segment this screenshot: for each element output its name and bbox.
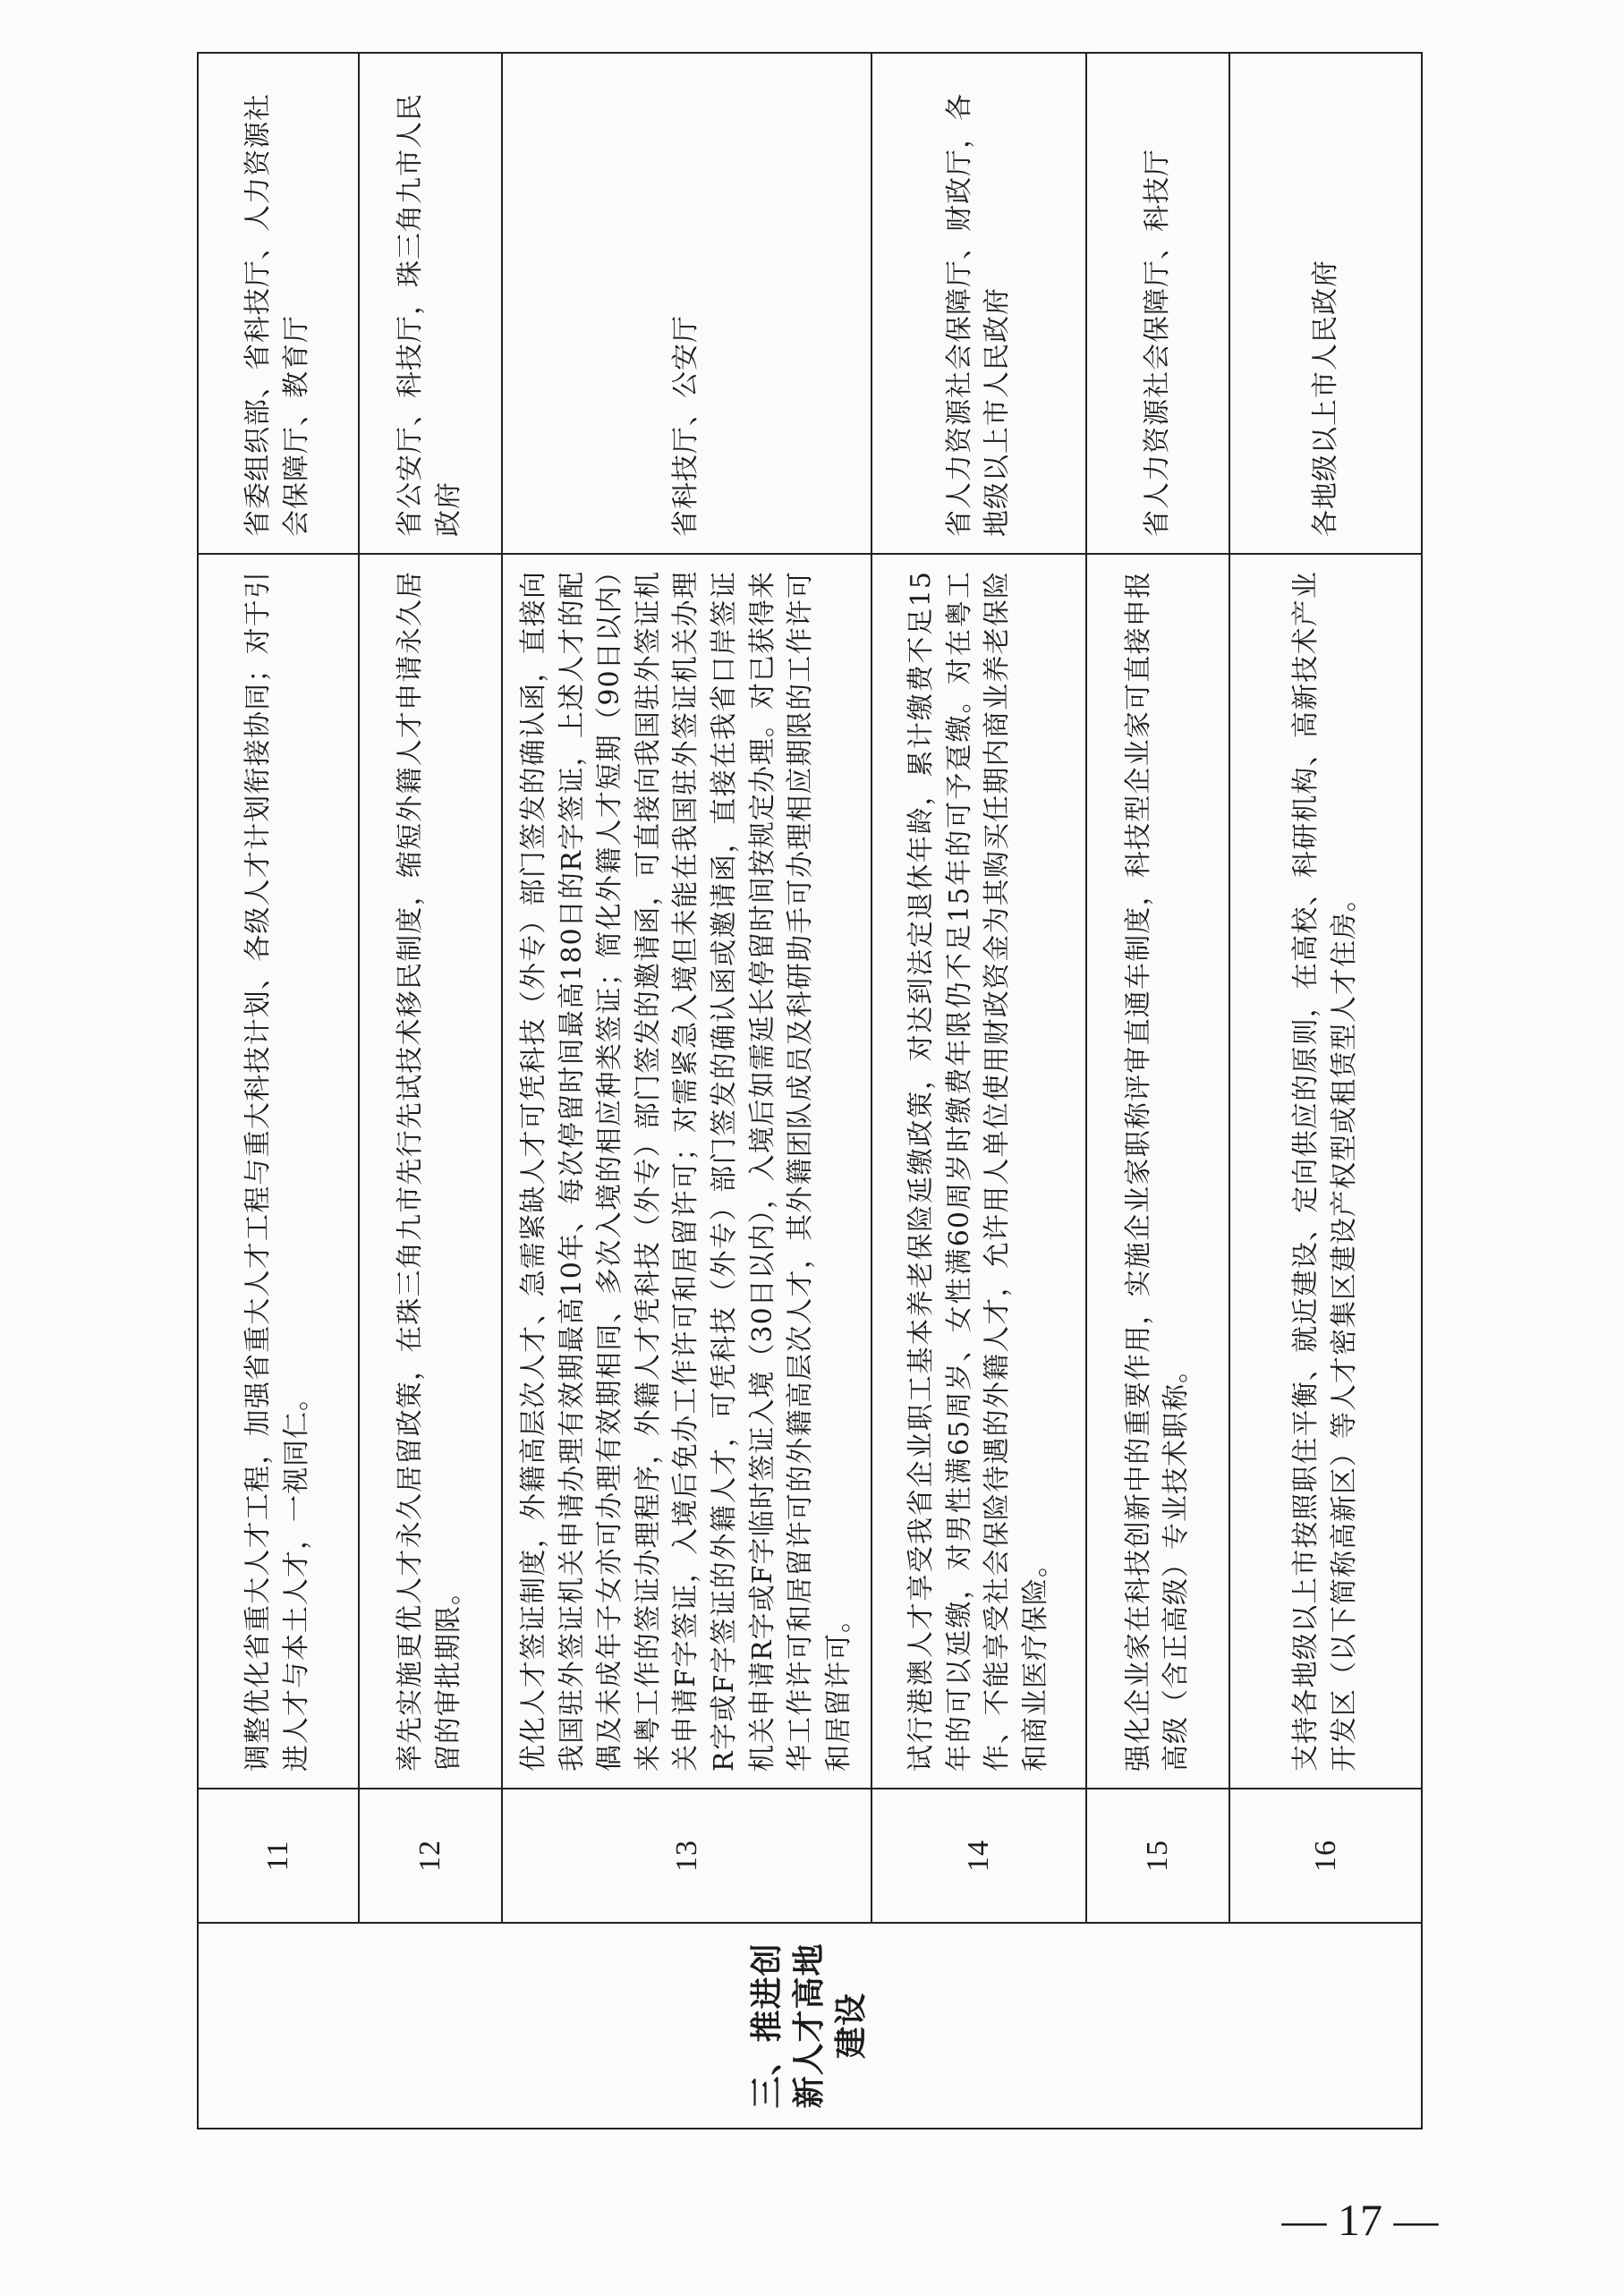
row-number: 12 [359, 1789, 502, 1923]
row-number: 16 [1229, 1789, 1422, 1923]
page-number: — 17 — [1281, 2195, 1439, 2245]
responsible-department: 省公安厅、科技厅，珠三角九市人民政府 [359, 53, 502, 554]
table-row [872, 53, 1086, 2129]
table-row [198, 53, 359, 2129]
policy-table [197, 52, 1423, 2129]
row-number: 15 [1086, 1789, 1229, 1923]
table-row [359, 53, 502, 2129]
row-number: 14 [872, 1789, 1086, 1923]
table-row [1086, 53, 1229, 2129]
policy-table-rotated [197, 54, 1414, 2129]
responsible-department: 省人力资源社会保障厅、科技厅 [1086, 53, 1229, 554]
measure-content: 支持各地级以上市按照职住平衡、就近建设、定向供应的原则，在高校、科研机构、高新技术产业开发区（以下简称高新区）等人才密集区建设产权型或租赁型人才住房。 [1229, 554, 1422, 1789]
measure-content: 调整优化省重大人才工程，加强省重大人才工程与重大科技计划、各级人才计划衔接协同；对于引进人才与本土人才，一视同仁。 [198, 554, 359, 1789]
category-cell: 三、推进创新人才高地建设 [198, 1923, 1422, 2129]
measure-content: 强化企业家在科技创新中的重要作用，实施企业家职称评审直通车制度，科技型企业家可直接申报高级（含正高级）专业技术职称。 [1086, 554, 1229, 1789]
responsible-department: 省委组织部、省科技厅、人力资源社会保障厅、教育厅 [198, 53, 359, 554]
table-row [1229, 53, 1422, 2129]
row-number: 11 [198, 1789, 359, 1923]
responsible-department: 省科技厅、公安厅 [502, 53, 872, 554]
table-row [502, 53, 872, 2129]
measure-content: 率先实施更优人才永久居留政策，在珠三角九市先行先试技术移民制度，缩短外籍人才申请永久居留的审批期限。 [359, 554, 502, 1789]
responsible-department: 各地级以上市人民政府 [1229, 53, 1422, 554]
responsible-department: 省人力资源社会保障厅、财政厅，各地级以上市人民政府 [872, 53, 1086, 554]
measure-content: 优化人才签证制度，外籍高层次人才、急需紧缺人才可凭科技（外专）部门签发的确认函，直接向我国驻外签证机关申请办理有效期最高10年、每次停留时间最高180日的R字签证，上述人才的配偶及未成年子女亦可办理有效期相同、多次入境的相应种类签证；简化外籍人才短期（90日以内）来粤工作的签证办理程序，外籍人才凭科技（外专）部门签发的邀请函，可直接向我国驻外签证机关申请F字签证，入境后免办工作许可和居留许可；对需紧急入境但未能在我国驻外签证机关办理R字或F字签证的外籍人才，可凭科技（外专）部门签发的确认函或邀请函，直接在我省口岸签证机关申请R字或F字临时签证入境（30日以内），入境后如需延长停留时间按规定办理。对已获得来华工作许可和居留许可的外籍高层次人才，其外籍团队成员及科研助手可办理相应期限的工作许可和居留许可。 [502, 554, 872, 1789]
measure-content: 试行港澳人才享受我省企业职工基本养老保险延缴政策，对达到法定退休年龄，累计缴费不足15年的可以延缴，对男性满65周岁、女性满60周岁时缴费年限仍不足15年的可予趸缴。对在粤工作、不能享受社会保险待遇的外籍人才，允许用人单位使用财政资金为其购买任期内商业养老保险和商业医疗保险。 [872, 554, 1086, 1789]
row-number: 13 [502, 1789, 872, 1923]
